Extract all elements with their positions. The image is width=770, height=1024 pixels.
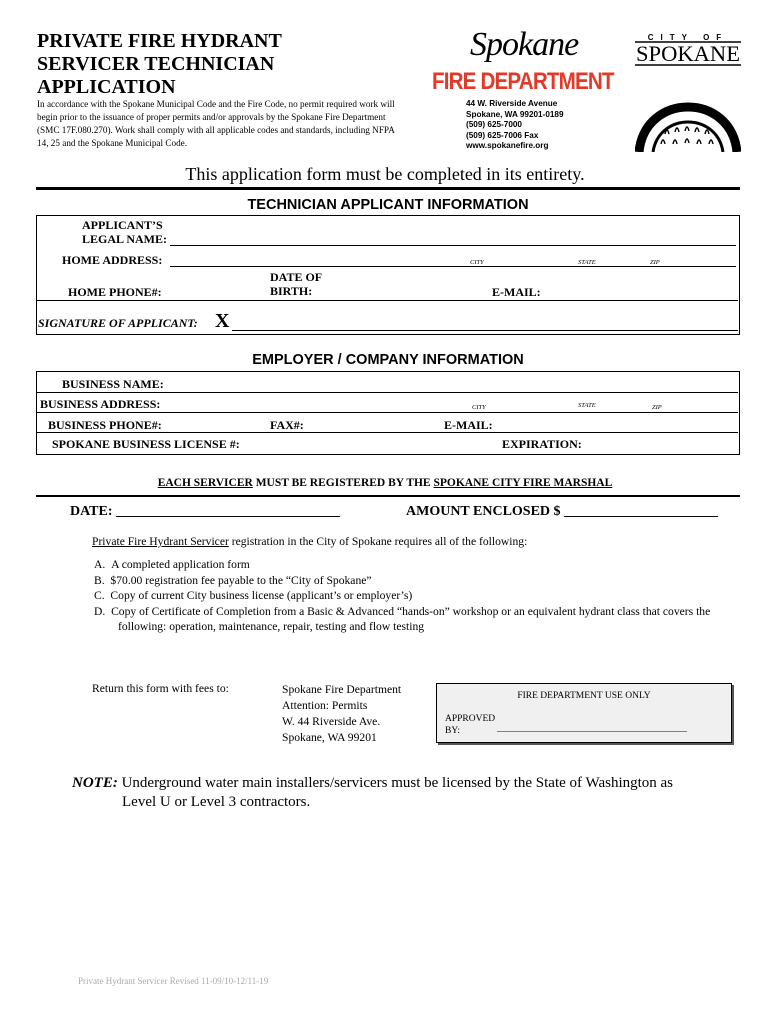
office-use-box [436, 683, 732, 743]
spokane-script-logo: Spokane [470, 26, 579, 63]
business-phone-label: BUSINESS PHONE#: [48, 418, 162, 432]
employer-section-heading: EMPLOYER / COMPANY INFORMATION [252, 352, 524, 368]
home-address-input[interactable] [170, 266, 736, 267]
expiration-label: EXPIRATION: [502, 437, 582, 451]
department-address: 44 W. Riverside Avenue Spokane, WA 99201-0189 (509) 625-7000 (509) 625-7006 Fax www.spokanefire.org [466, 99, 564, 150]
approved-by-input[interactable]: ________________________________________ [497, 724, 687, 734]
registration-requirement: EACH SERVICER MUST BE REGISTERED BY THE SPOKANE CITY FIRE MARSHAL [157, 477, 613, 489]
business-address-label: BUSINESS ADDRESS: [40, 397, 161, 411]
business-state-caption: STATE [578, 402, 596, 409]
home-phone-label: HOME PHONE#: [68, 285, 162, 299]
business-city-caption: CITY [472, 404, 486, 411]
business-email-label: E-MAIL: [444, 418, 493, 432]
divider [36, 187, 740, 190]
legal-name-label: APPLICANT’S LEGAL NAME: [82, 218, 168, 246]
return-label: Return this form with fees to: [92, 682, 229, 695]
note-paragraph: NOTE: Underground water main installers/servicers must be licensed by the State of Washington as Level U or Level 3 contractors. [72, 775, 674, 810]
amount-enclosed-field[interactable]: AMOUNT ENCLOSED $ ______________________ [406, 504, 719, 519]
date-field[interactable]: DATE: ________________________________ [70, 504, 341, 519]
fire-department-logo: FIRE DEPARTMENT [432, 68, 614, 95]
intro-paragraph: In accordance with the Spokane Municipal Code and the Fire Code, no permit required work will begin prior to the issuance of proper permits and/or approvals by the Spokane Fire Department (SMC 17F.080.270). Work shall comply with all applicable codes and standards, including NFPA 14, 25 and the Spokane Municipal Code. [37, 99, 395, 148]
fax-label: FAX#: [270, 418, 304, 432]
email-label: E-MAIL: [492, 285, 541, 299]
business-name-input[interactable] [36, 392, 738, 393]
business-name-label: BUSINESS NAME: [62, 377, 164, 391]
signature-label: SIGNATURE OF APPLICANT: [38, 316, 198, 330]
complete-entirely-notice: This application form must be completed in its entirety. [185, 164, 585, 184]
requirements-list [94, 557, 744, 635]
revision-footer: Private Hydrant Servicer Revised 11-09/10-12/11-19 [78, 976, 269, 986]
date-of-birth-label: DATE OF BIRTH: [270, 270, 323, 298]
list-item: B. $70.00 registration fee payable to the “City of Spokane” [94, 573, 372, 587]
state-caption: STATE [578, 259, 596, 266]
city-of-spokane-seal [635, 32, 741, 152]
technician-section-heading: TECHNICIAN APPLICANT INFORMATION [247, 197, 529, 213]
phone-row-input[interactable] [36, 300, 738, 301]
seal-city-of: CITY OF [647, 33, 729, 42]
return-address: Spokane Fire Department Attention: Permits W. 44 Riverside Ave. Spokane, WA 99201 [282, 683, 402, 744]
seal-spokane: SPOKANE [636, 41, 740, 66]
signature-x-mark: X [215, 310, 230, 332]
business-address-input[interactable] [36, 412, 738, 413]
requirements-intro: Private Fire Hydrant Servicer registration in the City of Spokane requires all of the following: [92, 535, 528, 548]
list-item: D. Copy of Certificate of Completion from a Basic & Advanced “hands-on” workshop or an equivalent hydrant class that covers the following: operation, maintenance, repair, testing and flow testing [94, 604, 711, 633]
divider [36, 495, 740, 497]
business-license-label: SPOKANE BUSINESS LICENSE #: [52, 437, 240, 451]
list-item: C. Copy of current City business license (applicant’s or employer’s) [94, 589, 413, 602]
home-address-label: HOME ADDRESS: [62, 253, 163, 267]
business-zip-caption: ZIP [652, 404, 662, 411]
business-phone-input[interactable] [36, 432, 738, 433]
zip-caption: ZIP [650, 259, 660, 266]
legal-name-input[interactable] [170, 245, 736, 246]
form-title: PRIVATE FIRE HYDRANT SERVICER TECHNICIAN APPLICATION [37, 30, 282, 98]
approved-by-label: APPROVED BY: [445, 714, 496, 736]
list-item: A. A completed application form [94, 558, 250, 571]
city-caption: CITY [470, 259, 484, 266]
office-use-heading: FIRE DEPARTMENT USE ONLY [517, 691, 651, 701]
signature-input[interactable] [232, 330, 738, 331]
